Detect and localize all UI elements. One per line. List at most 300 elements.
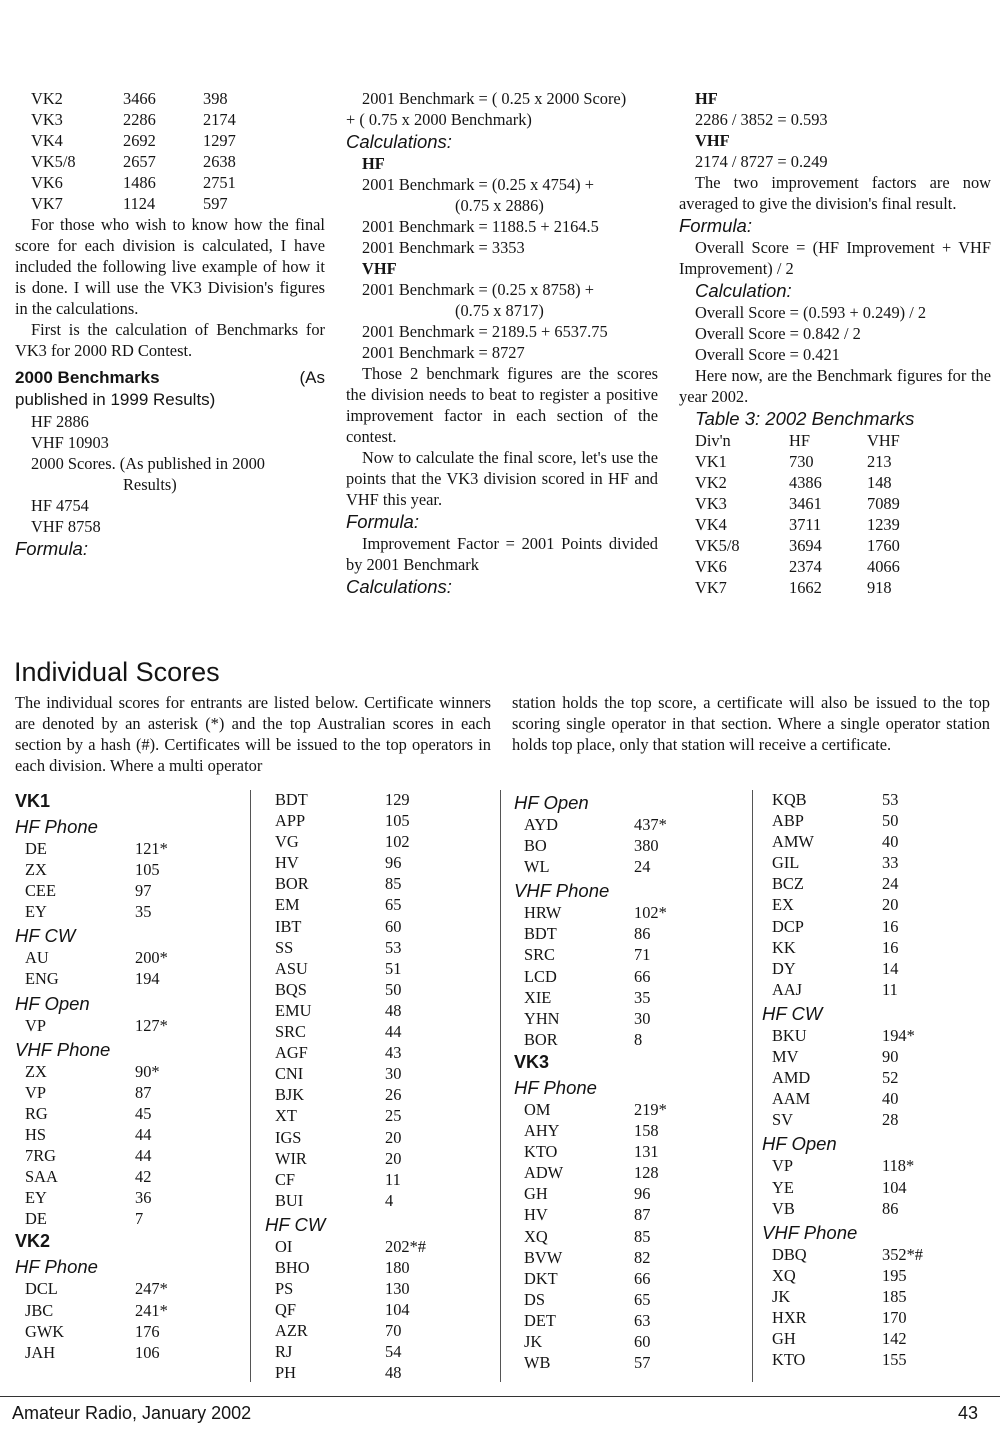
score: 8 <box>634 1029 643 1049</box>
table-row <box>15 193 325 214</box>
callsign: SV <box>772 1110 793 1130</box>
callsign: XQ <box>772 1265 796 1285</box>
callsign: GIL <box>772 853 800 873</box>
section-heading: HF CW <box>15 925 76 947</box>
table-row <box>695 514 991 535</box>
score: 185 <box>882 1286 907 1306</box>
table-body <box>695 451 991 598</box>
score-row <box>15 968 240 989</box>
formula-heading: Formula: <box>679 215 752 236</box>
score-row <box>15 1015 240 1036</box>
callsign: QF <box>275 1300 296 1320</box>
paragraph: For those who wish to know how the final score for each division is calculated, I have included the following live example of how it is done. I will use the VK3 Division's figures in the calculations. <box>15 215 325 318</box>
callsign: AGF <box>275 1043 308 1063</box>
score-row <box>15 1208 240 1229</box>
callsign: BVW <box>524 1247 563 1267</box>
callsign: BOR <box>275 874 309 894</box>
score-row <box>762 1109 987 1130</box>
callsign: SRC <box>275 1022 306 1042</box>
intro-paragraph-left: The individual scores for entrants are listed below. Certificate winners are denoted by an asterisk (*) and the top Australian scores in each section by a hash (#). Certificates will be issued to the top operators in each division. Where a multi operator <box>15 693 491 775</box>
score: 85 <box>634 1226 651 1246</box>
text-line: Results) <box>123 475 177 494</box>
callsign: BDT <box>275 790 308 809</box>
callsign: MV <box>772 1047 799 1067</box>
text-line: Overall Score = 0.842 / 2 <box>695 324 861 343</box>
score-row <box>265 1278 490 1299</box>
text-line: Overall Score = (0.593 + 0.249) / 2 <box>695 303 927 322</box>
callsign: KTO <box>772 1350 806 1370</box>
score-row <box>15 1103 240 1124</box>
score: 104 <box>882 1177 907 1197</box>
callsign: BQS <box>275 979 307 999</box>
score: 90* <box>135 1061 160 1081</box>
score: 35 <box>135 902 152 922</box>
text-line: 2286 / 3852 = 0.593 <box>695 110 828 129</box>
page-number: 43 <box>957 1403 978 1423</box>
score-row <box>265 1148 490 1169</box>
callsign: APP <box>275 811 306 831</box>
vhf-cell: 148 <box>867 473 892 492</box>
division-cell: VK7 <box>31 194 63 213</box>
score: 66 <box>634 1268 651 1288</box>
score-row <box>514 835 739 856</box>
callsign: WB <box>524 1353 551 1373</box>
callsign: HRW <box>524 903 562 923</box>
score-row <box>762 916 987 937</box>
score: 437* <box>634 815 667 834</box>
score-row <box>265 1169 490 1190</box>
score-row <box>265 831 490 852</box>
text-line: 2000 Scores. (As published in 2000 <box>31 454 266 473</box>
score-row <box>762 1307 987 1328</box>
callsign: ASU <box>275 958 308 978</box>
score-row <box>514 987 739 1008</box>
hf-label: HF <box>362 154 385 173</box>
score: 54 <box>385 1342 402 1362</box>
score-row <box>265 1000 490 1021</box>
callsign: CNI <box>275 1064 304 1084</box>
callsign: HXR <box>772 1307 807 1327</box>
callsign: BDT <box>524 924 557 944</box>
score: 24 <box>634 857 651 877</box>
callsign: ZX <box>25 1061 47 1081</box>
score-row <box>265 810 490 831</box>
callsign: EMU <box>275 1000 312 1020</box>
score-row <box>265 873 490 894</box>
score: 106 <box>135 1342 160 1362</box>
callsign: AHY <box>524 1121 560 1141</box>
score: 44 <box>135 1124 152 1144</box>
column-divider <box>752 790 753 1382</box>
score-row <box>15 947 240 968</box>
score: 44 <box>135 1146 152 1166</box>
score-row <box>762 1025 987 1046</box>
score-row <box>762 789 987 810</box>
score: 26 <box>385 1085 402 1105</box>
benchmark-table-2001 <box>15 88 325 214</box>
score-row <box>265 979 490 1000</box>
score: 42 <box>135 1167 152 1187</box>
score: 86 <box>634 924 651 944</box>
score-row <box>762 852 987 873</box>
text-line: 2001 Benchmark = 8727 <box>362 343 525 362</box>
callsign: JAH <box>25 1342 56 1362</box>
score: 40 <box>882 832 899 852</box>
hf-cell: 3711 <box>789 515 822 534</box>
callsign: GWK <box>25 1321 65 1341</box>
score: 142 <box>882 1329 907 1349</box>
section-heading: HF Open <box>15 992 90 1014</box>
score-row <box>514 1289 739 1310</box>
score-row <box>15 1145 240 1166</box>
score: 20 <box>385 1127 402 1147</box>
table-row <box>695 472 991 493</box>
callsign: AZR <box>275 1321 308 1341</box>
vhf-cell: 213 <box>867 452 892 471</box>
callsign: EX <box>772 895 794 915</box>
callsign: YHN <box>524 1008 560 1028</box>
callsign: DE <box>25 1209 47 1229</box>
table-row <box>695 535 991 556</box>
score-row <box>265 1190 490 1211</box>
callsign: HV <box>524 1205 548 1225</box>
score-row <box>762 1088 987 1109</box>
score: 36 <box>135 1188 152 1208</box>
score-row <box>265 789 490 810</box>
score: 70 <box>385 1321 402 1341</box>
score: 86 <box>882 1198 899 1218</box>
score-row <box>762 831 987 852</box>
division-cell: VK7 <box>695 578 727 597</box>
score: 194 <box>135 969 160 989</box>
division-cell: VK5/8 <box>695 536 740 555</box>
score-row <box>15 1124 240 1145</box>
text-line: HF 2886 <box>31 412 89 431</box>
column-divider <box>250 790 251 1382</box>
score-row <box>265 916 490 937</box>
score: 104 <box>385 1300 410 1320</box>
text-line: 2001 Benchmark = 2189.5 + 6537.75 <box>362 322 608 341</box>
score-row <box>762 1155 987 1176</box>
section-heading <box>15 367 325 389</box>
score: 65 <box>634 1289 651 1309</box>
hf-cell: 1124 <box>123 194 156 213</box>
score: 65 <box>385 895 402 915</box>
score: 130 <box>385 1279 410 1299</box>
score-row <box>514 1268 739 1289</box>
score: 97 <box>135 881 152 901</box>
score: 52 <box>882 1068 899 1088</box>
calculations-heading: Calculations: <box>346 576 452 597</box>
column-header: VHF <box>867 431 900 450</box>
callsign: BCZ <box>772 874 804 894</box>
score: 129 <box>385 790 410 809</box>
score-row <box>265 1042 490 1063</box>
text-line: Overall Score = 0.421 <box>695 345 840 364</box>
score-row <box>762 958 987 979</box>
score-row <box>514 1141 739 1162</box>
score-row <box>15 1278 240 1299</box>
table-row <box>695 556 991 577</box>
score-row <box>762 1067 987 1088</box>
score-row <box>514 1226 739 1247</box>
score: 4 <box>385 1190 394 1210</box>
division-heading: VK1 <box>15 791 51 811</box>
score-row <box>762 1198 987 1219</box>
callsign: JBC <box>25 1300 54 1320</box>
callsign: BHO <box>275 1257 310 1277</box>
score-row <box>15 1166 240 1187</box>
callsign: DCL <box>25 1279 58 1299</box>
callsign: AAJ <box>772 979 803 999</box>
score: 35 <box>634 987 651 1007</box>
callsign: GH <box>772 1329 796 1349</box>
callsign: BJK <box>275 1085 305 1105</box>
score-row <box>514 1008 739 1029</box>
vhf-cell: 2174 <box>203 110 236 129</box>
text-line: 2174 / 8727 = 0.249 <box>695 152 828 171</box>
vhf-cell: 1239 <box>867 515 900 534</box>
score-row <box>15 1082 240 1103</box>
paragraph: Overall Score = (HF Improvement + VHF Improvement) / 2 <box>679 238 991 278</box>
callsign: DS <box>524 1289 545 1309</box>
heading-note: (As <box>299 368 325 387</box>
callsign: GH <box>524 1184 548 1204</box>
score-column-4 <box>762 789 987 1370</box>
callsign: CF <box>275 1169 296 1189</box>
score: 105 <box>385 811 410 831</box>
callsign: ENG <box>25 969 59 989</box>
vhf-cell: 2638 <box>203 152 236 171</box>
section-heading: HF Phone <box>15 1256 98 1278</box>
score: 63 <box>634 1310 651 1330</box>
score-row <box>762 1265 987 1286</box>
callsign: EM <box>275 895 300 915</box>
section-heading: VHF Phone <box>15 1038 111 1060</box>
score-row <box>514 814 739 835</box>
score-row <box>762 1244 987 1265</box>
score-row <box>265 1021 490 1042</box>
calculation-heading: Calculation: <box>695 280 792 301</box>
paragraph: Improvement Factor = 2001 Points divided by 2001 Benchmark <box>346 534 658 574</box>
hf-cell: 2374 <box>789 557 822 576</box>
column-1 <box>15 88 325 560</box>
column-header: Div'n <box>695 431 731 450</box>
division-cell: VK5/8 <box>31 152 76 171</box>
score-row <box>514 1029 739 1050</box>
score-row <box>265 1063 490 1084</box>
score: 24 <box>882 874 899 894</box>
score: 30 <box>634 1008 651 1028</box>
callsign: ADW <box>524 1163 564 1183</box>
score: 14 <box>882 958 899 978</box>
score-row <box>762 979 987 1000</box>
vhf-label: VHF <box>695 131 730 150</box>
callsign: OI <box>275 1236 293 1256</box>
division-heading: VK2 <box>15 1231 51 1252</box>
callsign: HS <box>25 1124 46 1144</box>
footer-rule <box>0 1396 1000 1397</box>
callsign: AMD <box>772 1068 811 1088</box>
callsign: VP <box>25 1015 46 1035</box>
score-row <box>762 1286 987 1307</box>
callsign: DE <box>25 839 47 858</box>
table-row <box>15 172 325 193</box>
score-row <box>514 1247 739 1268</box>
benchmark-values <box>15 411 325 537</box>
callsign: SS <box>275 937 294 957</box>
callsign: SRC <box>524 945 555 965</box>
score-row <box>265 1084 490 1105</box>
score-row <box>514 902 739 923</box>
score-row <box>15 1300 240 1321</box>
callsign: ZX <box>25 860 47 880</box>
score: 380 <box>634 836 659 856</box>
score: 43 <box>385 1043 402 1063</box>
callsign: SAA <box>25 1167 58 1187</box>
score: 96 <box>634 1184 651 1204</box>
score-row <box>762 810 987 831</box>
individual-scores-title: Individual Scores <box>14 657 220 687</box>
text-line: 2001 Benchmark = (0.25 x 8758) + <box>362 280 594 299</box>
division-cell: VK3 <box>695 494 727 513</box>
score: 131 <box>634 1142 659 1162</box>
hf-cell: 730 <box>789 452 814 471</box>
score: 20 <box>882 895 899 915</box>
score-row <box>15 880 240 901</box>
text-line: HF 4754 <box>31 496 89 515</box>
callsign: BUI <box>275 1190 304 1210</box>
score-row <box>514 923 739 944</box>
hf-cell: 1486 <box>123 173 156 192</box>
score: 195 <box>882 1265 907 1285</box>
vhf-cell: 4066 <box>867 557 900 576</box>
table-row <box>695 451 991 472</box>
score: 105 <box>135 860 160 880</box>
paragraph: The two improvement factors are now averaged to give the division's final result. <box>679 173 991 213</box>
division-heading: VK3 <box>514 1051 550 1072</box>
score: 51 <box>385 958 402 978</box>
text-line: VHF 8758 <box>31 517 101 536</box>
vhf-cell: 7089 <box>867 494 900 513</box>
score-row <box>762 1349 987 1370</box>
hf-cell: 2692 <box>123 131 156 150</box>
score: 247* <box>135 1279 168 1299</box>
text-line: 2001 Benchmark = ( 0.25 x 2000 Score) <box>362 89 627 108</box>
section-heading: VHF Phone <box>762 1221 858 1243</box>
score: 85 <box>385 874 402 894</box>
table-row <box>695 577 991 598</box>
score-row <box>265 937 490 958</box>
score: 53 <box>385 937 402 957</box>
callsign: DKT <box>524 1268 558 1288</box>
score: 127* <box>135 1015 168 1035</box>
score: 7 <box>135 1209 144 1229</box>
callsign: VP <box>772 1156 793 1176</box>
score-row <box>514 1120 739 1141</box>
score-row <box>762 873 987 894</box>
section-heading: HF Phone <box>15 816 98 837</box>
score-row <box>15 1187 240 1208</box>
score: 170 <box>882 1307 907 1327</box>
formula-heading: Formula: <box>15 538 88 559</box>
callsign: HV <box>275 853 299 873</box>
score: 50 <box>882 811 899 831</box>
table-row <box>15 109 325 130</box>
callsign: AMW <box>772 832 814 852</box>
callsign: KQB <box>772 790 807 809</box>
callsign: VB <box>772 1198 795 1218</box>
callsign: XT <box>275 1106 297 1126</box>
callsign: KK <box>772 937 796 957</box>
score: 25 <box>385 1106 402 1126</box>
score-row <box>265 1320 490 1341</box>
score: 57 <box>634 1353 651 1373</box>
score: 30 <box>385 1064 402 1084</box>
score: 60 <box>634 1331 651 1351</box>
table-row <box>695 493 991 514</box>
hf-cell: 1662 <box>789 578 822 597</box>
hf-cell: 2657 <box>123 152 156 171</box>
callsign: WL <box>524 857 550 877</box>
vhf-cell: 1297 <box>203 131 236 150</box>
score: 44 <box>385 1022 402 1042</box>
score-row <box>514 1099 739 1120</box>
score-row <box>762 894 987 915</box>
column-header: HF <box>789 431 810 450</box>
score: 202*# <box>385 1236 426 1256</box>
score: 121* <box>135 839 168 858</box>
score-row <box>265 1299 490 1320</box>
paragraph: Now to calculate the final score, let's use the points that the VK3 division scored in HF and VHF this year. <box>346 448 658 509</box>
score: 40 <box>882 1089 899 1109</box>
score: 158 <box>634 1121 659 1141</box>
vhf-cell: 918 <box>867 578 892 597</box>
column-divider <box>500 790 501 1382</box>
score: 48 <box>385 1000 402 1020</box>
score: 180 <box>385 1257 410 1277</box>
table-row <box>15 88 325 109</box>
callsign: XIE <box>524 987 552 1007</box>
score: 241* <box>135 1300 168 1320</box>
score-row <box>15 859 240 880</box>
division-cell: VK6 <box>31 173 63 192</box>
section-heading: HF CW <box>762 1002 823 1024</box>
callsign: BO <box>524 836 547 856</box>
score-row <box>514 856 739 877</box>
score: 176 <box>135 1321 160 1341</box>
text-line: 2001 Benchmark = 3353 <box>362 238 525 257</box>
paragraph: First is the calculation of Benchmarks for VK3 for 2000 RD Contest. <box>15 320 325 360</box>
callsign: AYD <box>524 815 559 834</box>
score-row <box>762 937 987 958</box>
score-row <box>762 1328 987 1349</box>
score-row <box>265 1236 490 1257</box>
score-row <box>265 1341 490 1362</box>
vhf-label: VHF <box>362 259 397 278</box>
vhf-cell: 597 <box>203 194 228 213</box>
score: 82 <box>634 1247 651 1267</box>
heading-text: 2000 Benchmarks <box>15 368 160 387</box>
table-row <box>15 151 325 172</box>
text-line: VHF 10903 <box>31 433 109 452</box>
score-column-1 <box>15 789 240 1363</box>
division-cell: VK4 <box>695 515 727 534</box>
vhf-cell: 2751 <box>203 173 236 192</box>
score-row <box>514 1352 739 1373</box>
division-cell: VK6 <box>695 557 727 576</box>
callsign: AAM <box>772 1089 811 1109</box>
